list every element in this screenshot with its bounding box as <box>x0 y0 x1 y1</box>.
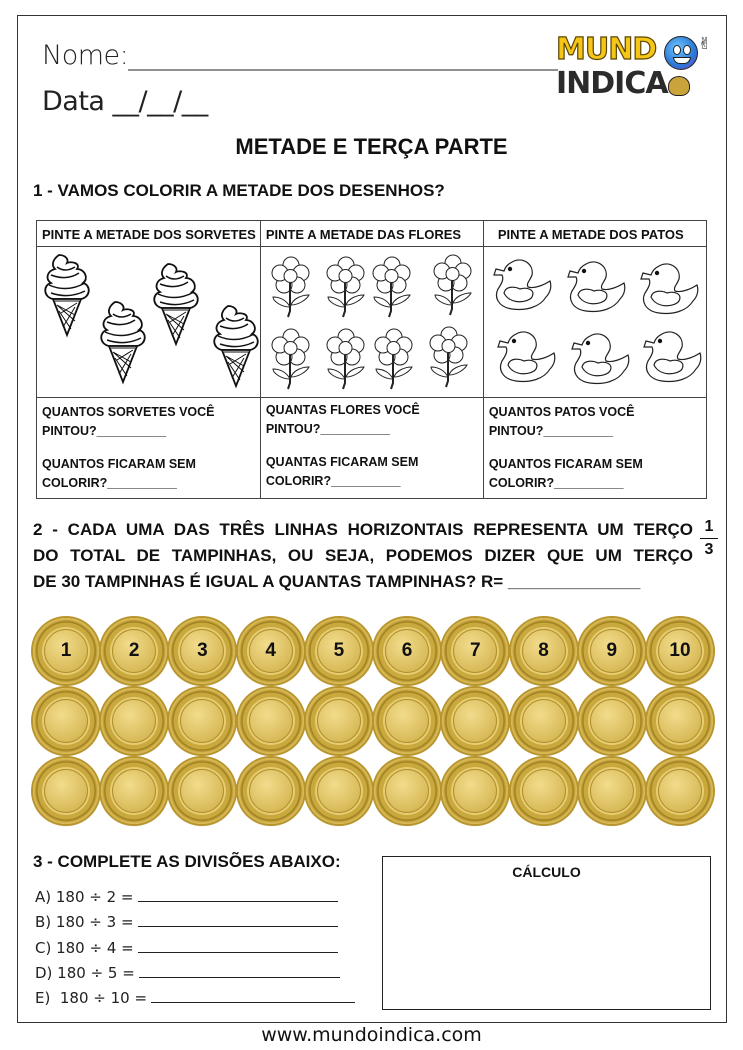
bottle-cap-icon: 5 <box>306 618 372 684</box>
division-list <box>35 885 355 1011</box>
bottle-cap-icon <box>306 758 372 824</box>
answer-cell-flores[interactable] <box>260 398 483 499</box>
question-painted: QUANTOS SORVETES VOCÊ <box>42 405 215 419</box>
answer-unpainted-blank[interactable]: COLORIR?__________ <box>265 474 401 488</box>
ice-cream-cell <box>37 247 261 398</box>
peace-hand-icon: ✌ <box>698 36 712 53</box>
answer-blank[interactable] <box>139 964 340 978</box>
answer-unpainted-blank[interactable]: COLORIR?__________ <box>42 476 177 490</box>
answer-blank[interactable] <box>138 888 338 902</box>
bottle-caps-grid <box>33 618 713 828</box>
bottle-cap-icon <box>374 758 440 824</box>
answer-painted-blank[interactable]: PINTOU?__________ <box>265 422 390 436</box>
duck-group <box>484 247 706 392</box>
division-item-c: C) 180 ÷ 4 = <box>35 936 355 961</box>
bottle-cap-icon: 8 <box>511 618 577 684</box>
ice-cream-group <box>37 247 259 392</box>
bottle-cap-icon <box>374 688 440 754</box>
bottle-cap-icon <box>306 688 372 754</box>
answer-blank[interactable] <box>151 989 355 1003</box>
question2-text <box>33 517 723 595</box>
name-field[interactable]: Nome:_________________________________ <box>42 40 558 71</box>
answer-unpainted-blank[interactable]: COLORIR?__________ <box>488 476 624 490</box>
answer-blank[interactable] <box>138 913 338 927</box>
question2-line1: 2 - CADA UMA DAS TRÊS LINHAS HORIZONTAIS REPRESENTA UM TERÇO <box>33 520 693 539</box>
bottle-cap-icon: 1 <box>33 618 99 684</box>
question1-heading: 1 - VAMOS COLORIR A METADE DOS DESENHOS? <box>33 181 445 200</box>
bottle-cap-icon <box>169 758 235 824</box>
question-painted: QUANTOS PATOS VOCÊ <box>488 405 635 419</box>
column-header-patos: PINTE A METADE DOS PATOS <box>483 221 706 247</box>
bottle-cap-icon <box>579 688 645 754</box>
bottle-cap-icon <box>511 758 577 824</box>
question2-line2: DO TOTAL DE TAMPINHAS, OU SEJA, PODEMOS DIZER QUE UM TERÇO <box>33 546 693 565</box>
answer-painted-blank[interactable]: PINTOU?__________ <box>42 424 167 438</box>
answer-cell-patos[interactable] <box>483 398 706 499</box>
division-item-d: D) 180 ÷ 5 = <box>35 961 355 986</box>
bottle-cap-icon: 10 <box>647 618 713 684</box>
date-field[interactable]: Data __/__/__ <box>42 86 208 117</box>
footer-url[interactable]: www.mundoindica.com <box>261 1024 482 1046</box>
worksheet-title: METADE E TERÇA PARTE <box>235 134 508 159</box>
bottle-cap-icon: 4 <box>238 618 304 684</box>
question-unpainted: QUANTAS FICARAM SEM <box>265 455 419 469</box>
caps-row-3 <box>33 758 713 828</box>
bottle-cap-icon <box>442 758 508 824</box>
bottle-cap-icon <box>101 688 167 754</box>
ice-cream-icon <box>214 306 258 386</box>
question-painted: QUANTAS FLORES VOCÊ <box>265 403 420 417</box>
logo-text-line1: MUND <box>556 32 657 67</box>
bottle-cap-icon <box>511 688 577 754</box>
column-header-flores: PINTE A METADE DAS FLORES <box>260 221 483 247</box>
bottle-cap-icon <box>33 758 99 824</box>
bottle-cap-icon <box>442 688 508 754</box>
question3-heading: 3 - COMPLETE AS DIVISÕES ABAIXO: <box>33 852 341 871</box>
answer-painted-blank[interactable]: PINTOU?__________ <box>488 424 613 438</box>
globe-mascot-icon <box>664 36 698 70</box>
bottle-cap-icon <box>579 758 645 824</box>
logo-text-line2: INDICA <box>556 66 668 101</box>
division-item-b: B) 180 ÷ 3 = <box>35 910 355 935</box>
ice-cream-icon <box>45 255 89 335</box>
fraction-denominator: 3 <box>704 541 714 558</box>
fraction-one-third <box>700 517 718 560</box>
division-item-a: A) 180 ÷ 2 = <box>35 885 355 910</box>
flower-cell <box>260 247 483 398</box>
bottle-cap-icon <box>647 688 713 754</box>
flower-group <box>261 247 483 392</box>
coloring-table <box>36 220 707 499</box>
fraction-numerator: 1 <box>704 518 714 535</box>
shoe-icon <box>668 76 690 96</box>
bottle-cap-icon: 9 <box>579 618 645 684</box>
caps-row-1 <box>33 618 713 688</box>
ice-cream-icon <box>101 302 145 382</box>
ice-cream-icon <box>154 264 198 344</box>
column-header-sorvetes: PINTE A METADE DOS SORVETES <box>37 221 261 247</box>
duck-cell <box>483 247 706 398</box>
question-unpainted: QUANTOS FICARAM SEM <box>42 457 196 471</box>
calculation-box[interactable] <box>382 856 711 1010</box>
question-unpainted: QUANTOS FICARAM SEM <box>488 457 643 471</box>
bottle-cap-icon <box>169 688 235 754</box>
question2-line3[interactable]: DE 30 TAMPINHAS É IGUAL A QUANTAS TAMPINHAS? R= ______________ <box>33 572 641 591</box>
bottle-cap-icon <box>238 688 304 754</box>
calculation-label: CÁLCULO <box>512 864 581 880</box>
bottle-cap-icon: 6 <box>374 618 440 684</box>
division-item-e: E) 180 ÷ 10 = <box>35 986 355 1011</box>
caps-row-2 <box>33 688 713 758</box>
bottle-cap-icon <box>647 758 713 824</box>
bottle-cap-icon <box>101 758 167 824</box>
bottle-cap-icon <box>33 688 99 754</box>
bottle-cap-icon: 2 <box>101 618 167 684</box>
answer-cell-sorvetes[interactable] <box>37 398 261 499</box>
mundo-indica-logo <box>552 32 714 104</box>
answer-blank[interactable] <box>138 939 338 953</box>
bottle-cap-icon <box>238 758 304 824</box>
bottle-cap-icon: 3 <box>169 618 235 684</box>
bottle-cap-icon: 7 <box>442 618 508 684</box>
